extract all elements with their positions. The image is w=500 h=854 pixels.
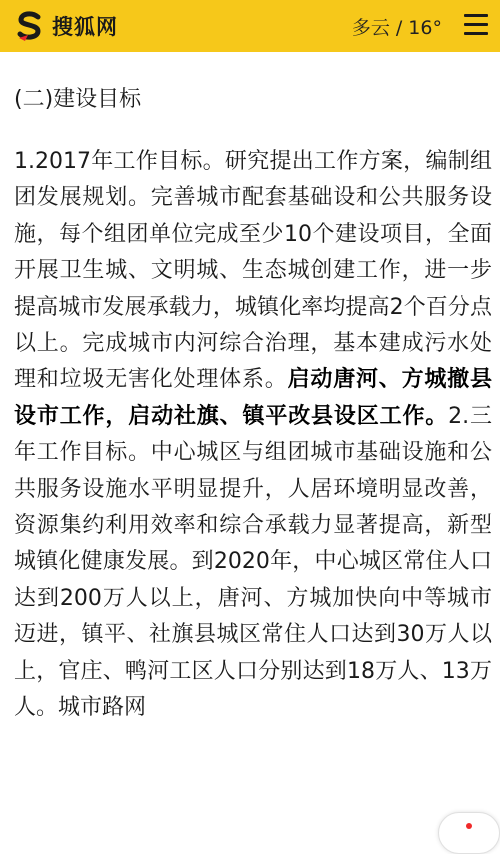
article-body	[14, 52, 492, 727]
site-logo[interactable]	[16, 8, 118, 44]
site-name: 搜狐网	[52, 15, 118, 39]
floating-action-button[interactable]	[438, 812, 500, 854]
notification-dot-icon	[466, 823, 472, 829]
article-paragraph	[14, 144, 492, 727]
paragraph-text-continued: 2.三年工作目标。中心城区与组团城市基础设施和公共服务设施水平明显提升，人居环境明显改善，资源集约利用效率和综合承载力显著提高，新型城镇化健康发展。到2020年，中心城区常住人口达到200万人以上，唐河、方城加快向中等城市迈进，镇平、社旗县城区常住人口达到30万人以上，官庄、鸭河工区人口分别达到18万人、13万人。城市路网	[14, 403, 492, 721]
bold-highlight-text: 启动唐河、方城撤县设市工作，启动社旗、镇平改县设区工作。	[14, 367, 492, 429]
top-bar	[0, 0, 500, 52]
hamburger-menu-icon[interactable]	[464, 14, 488, 36]
menu-line	[464, 23, 488, 26]
section-heading: (二)建设目标	[14, 87, 142, 112]
paragraph-text: 1.2017年工作目标。研究提出工作方案，编制组团发展规划。完善城市配套基础设和公共服务设施，每个组团单位完成至少10个建设项目，全面开展卫生城、文明城、生态城创建工作，进一步提高城市发展承载力，城镇化率均提高2个百分点以上。完成城市内河综合治理，基本建成污水处理和垃圾无害化处理体系。	[14, 149, 492, 393]
menu-line	[464, 32, 488, 35]
weather-info[interactable]: 多云 / 16°	[351, 17, 442, 39]
sohu-logo-icon	[16, 11, 44, 41]
menu-line	[464, 14, 488, 17]
